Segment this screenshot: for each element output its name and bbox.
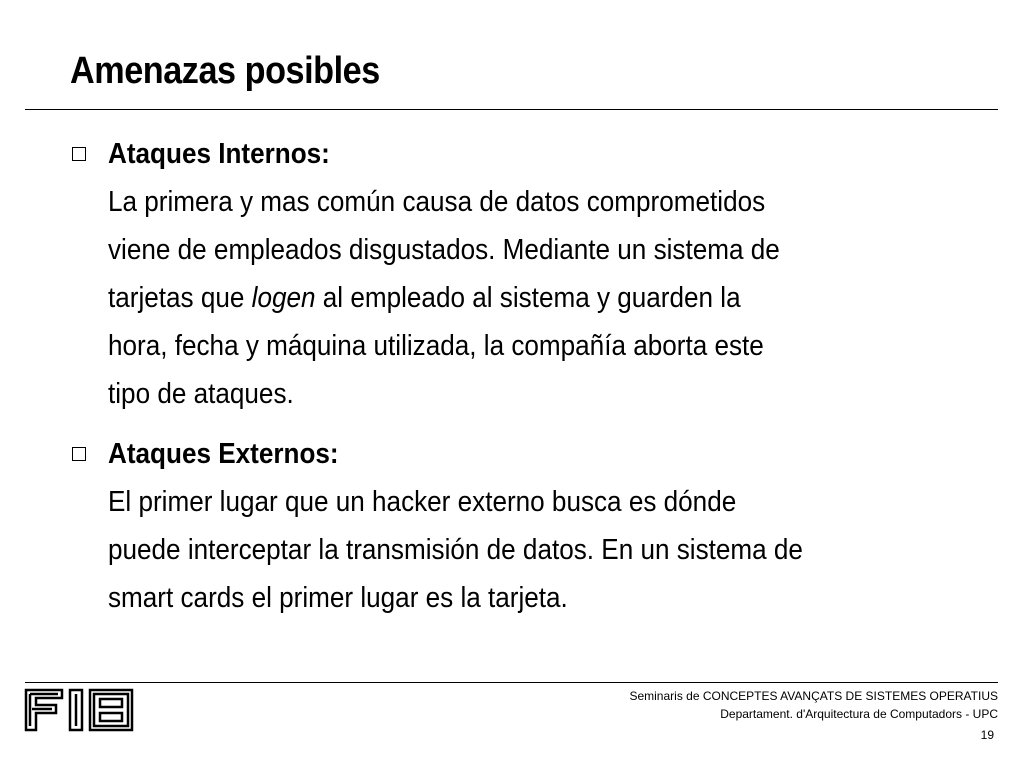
bullet-line-part: al empleado al sistema y guarden la [315,282,741,314]
bullet-item-external-attacks [70,430,1000,622]
title-divider [25,109,998,110]
fib-logo-graphic [24,688,140,732]
hollow-square-bullet-icon [72,147,86,161]
bullet-line: La primera y mas común causa de datos comprometidos [108,186,766,218]
footer-course: Seminaris de CONCEPTES AVANÇATS DE SISTEMES OPERATIUS [629,689,998,703]
bullet-line [108,274,1008,322]
bullet-line: puede interceptar la transmisión de datos. En un sistema de [108,534,803,566]
bullet-line: hora, fecha y máquina utilizada, la compañía aborta este [108,330,764,362]
slide-title: Amenazas posibles [70,50,380,92]
slide-content [70,130,1000,634]
footer-department: Departament. d'Arquitectura de Computadors - UPC [720,707,998,721]
bullet-line: smart cards el primer lugar es la tarjeta. [108,582,568,614]
bullet-heading: Ataques Externos: [108,438,339,470]
bullet-heading: Ataques Internos: [108,138,330,170]
bullet-text [108,430,1008,622]
footer-divider [25,682,998,683]
footer-info [629,687,998,723]
bullet-item-internal-attacks [70,130,1000,418]
bullet-line-emphasis: logen [251,282,316,314]
fib-logo [24,688,140,737]
hollow-square-bullet-icon [72,447,86,461]
bullet-line: viene de empleados disgustados. Mediante un sistema de [108,234,780,266]
page-number: 19 [980,728,994,742]
bullet-line: El primer lugar que un hacker externo busca es dónde [108,486,737,518]
bullet-line: tipo de ataques. [108,378,294,410]
bullet-text [108,130,1008,418]
bullet-line-part: tarjetas que [108,282,252,314]
